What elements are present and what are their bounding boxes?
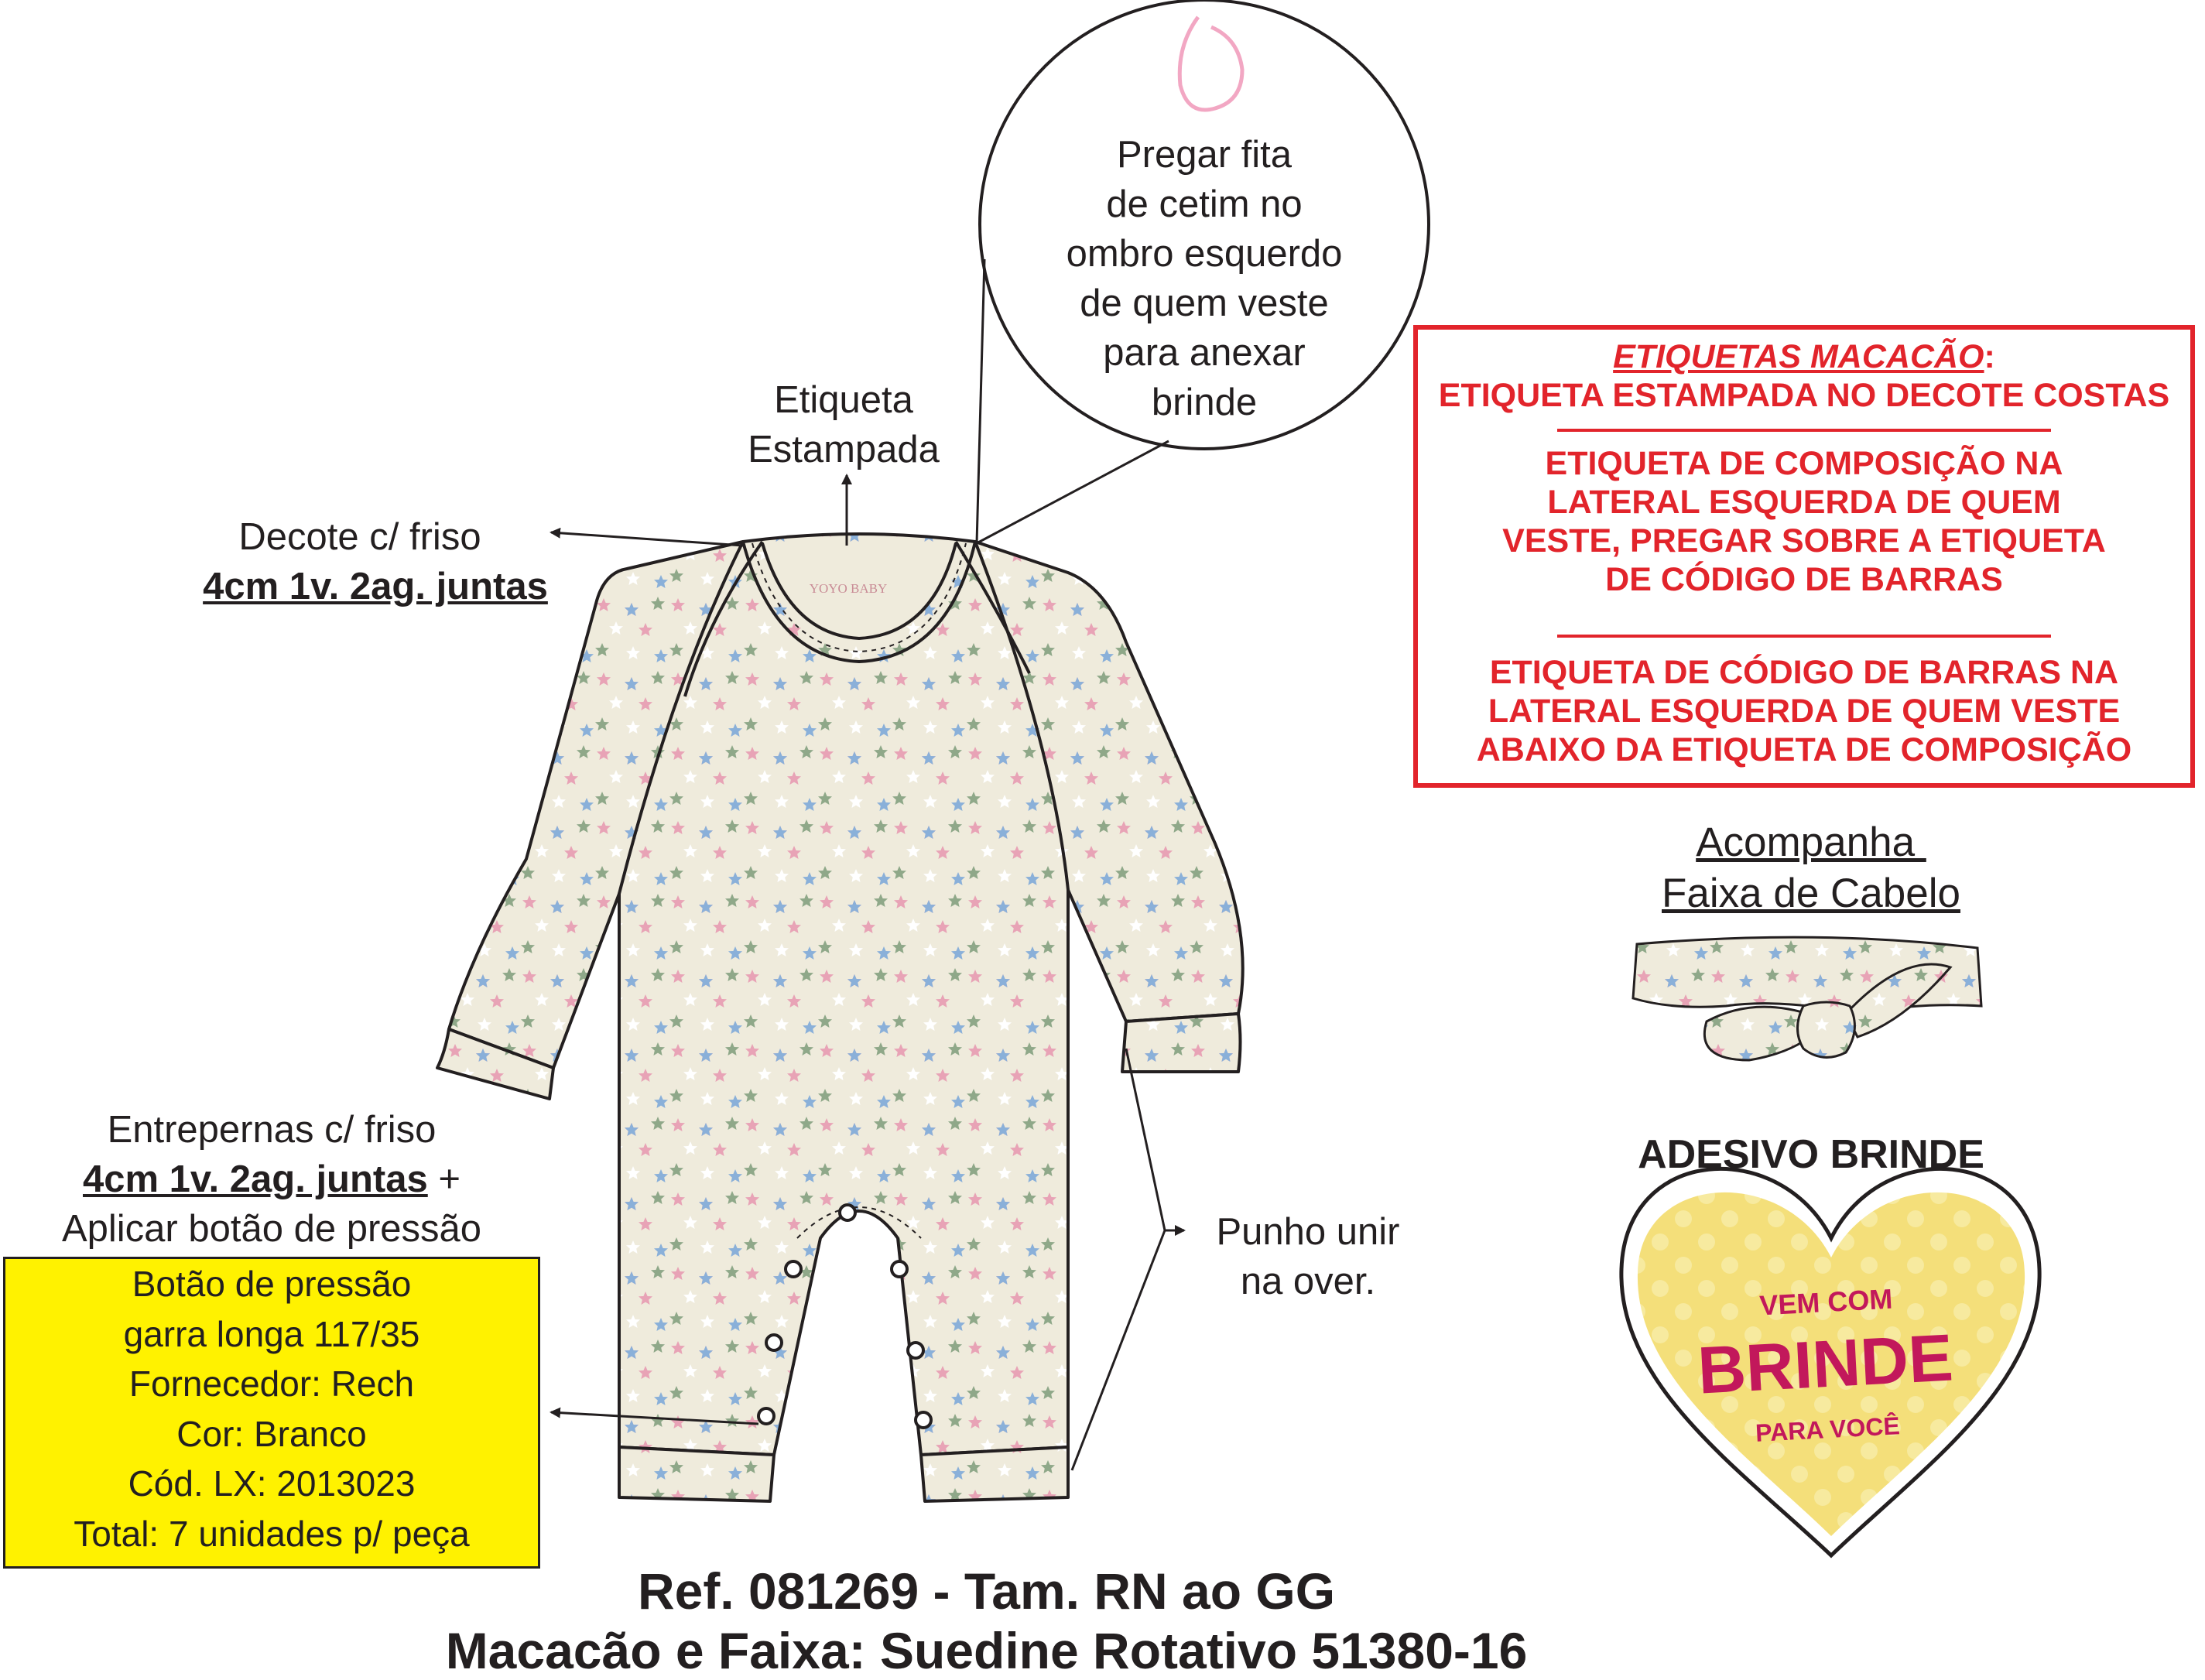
etiqueta-label: [697, 375, 991, 474]
button-spec-line: Cód. LX: 2013023: [128, 1463, 416, 1504]
etiquetas-divider: [1557, 635, 2051, 638]
etiquetas-block2-line: VESTE, PREGAR SOBRE A ETIQUETA: [1502, 522, 2106, 559]
entrepernas-line1: Entrepernas c/ friso: [107, 1109, 437, 1151]
snap-button: [766, 1335, 782, 1350]
button-spec-line: Cor: Branco: [176, 1413, 367, 1454]
etiquetas-title-text: ETIQUETAS MACACÃO: [1613, 338, 1984, 375]
etiquetas-block2-line: ETIQUETA DE COMPOSIÇÃO NA: [1545, 445, 2063, 482]
neck-label-print: YOYO BABY: [809, 581, 888, 596]
etiquetas-line1: ETIQUETA ESTAMPADA NO DECOTE COSTAS: [1438, 377, 2170, 414]
romper-body: [619, 534, 1068, 1455]
entrepernas-label: [3, 1105, 540, 1254]
etiquetas-title: [1418, 337, 2190, 376]
circle-note-line: ombro esquerdo: [1066, 233, 1343, 275]
sticker-text-top: VEM COM: [1758, 1282, 1894, 1322]
etiquetas-divider: [1557, 429, 2051, 432]
snap-button: [758, 1408, 774, 1424]
acompanha-line: Acompanha: [1696, 819, 1926, 865]
snap-button: [916, 1412, 931, 1428]
etiquetas-block3-line: LATERAL ESQUERDA DE QUEM VESTE: [1488, 693, 2121, 730]
snap-button: [840, 1205, 855, 1220]
entrepernas-line3: Aplicar botão de pressão: [61, 1208, 482, 1250]
adesivo-title: ADESIVO BRINDE: [1638, 1132, 1984, 1177]
button-spec-line: garra longa 117/35: [123, 1313, 420, 1354]
circle-note-line: de cetim no: [1106, 183, 1303, 225]
headband-drawing: [1633, 937, 1981, 1060]
etiquetas-block2-line: DE CÓDIGO DE BARRAS: [1605, 561, 2003, 598]
footer-ref: Ref. 081269 - Tam. RN ao GG: [637, 1562, 1336, 1620]
romper-drawing: [437, 534, 1243, 1501]
circle-note-line: de quem veste: [1080, 282, 1329, 324]
button-spec-line: Total: 7 unidades p/ peça: [74, 1513, 470, 1554]
right-leg-cuff: [921, 1447, 1068, 1501]
snap-button: [908, 1343, 923, 1358]
punho-line: Punho unir: [1216, 1211, 1400, 1253]
sticker-text-big: BRINDE: [1696, 1320, 1955, 1408]
button-spec-line: Fornecedor: Rech: [128, 1364, 415, 1404]
circle-note-line: brinde: [1151, 382, 1258, 423]
button-spec-box: [3, 1257, 540, 1569]
circle-note-line: Pregar fita: [1116, 134, 1293, 176]
etiquetas-box: [1413, 325, 2195, 788]
decote-label: [139, 512, 580, 611]
acompanha-label: [1594, 817, 2028, 919]
button-spec-line: Botão de pressão: [132, 1264, 412, 1304]
punho-line: na over.: [1240, 1261, 1376, 1302]
etiquetas-block2-line: LATERAL ESQUERDA DE QUEM: [1547, 484, 2061, 521]
entrepernas-line2: [3, 1155, 540, 1204]
etiquetas-title-colon: :: [1984, 338, 1995, 375]
footer-material: Macacão e Faixa: Suedine Rotativo 51380-16: [445, 1622, 1528, 1679]
etiqueta-label-line: Etiqueta: [774, 379, 913, 421]
etiquetas-block3-line: ETIQUETA DE CÓDIGO DE BARRAS NA: [1489, 654, 2119, 691]
entrepernas-line2-plus: +: [427, 1158, 461, 1200]
snap-button: [786, 1261, 801, 1277]
acompanha-line: Faixa de Cabelo: [1662, 871, 1960, 916]
punho-label: [1188, 1207, 1428, 1306]
etiquetas-block2: [1418, 444, 2190, 599]
headband-knot: [1798, 1002, 1855, 1057]
etiquetas-block3-line: ABAIXO DA ETIQUETA DE COMPOSIÇÃO: [1476, 731, 2132, 768]
right-cuff: [1122, 1014, 1241, 1072]
etiquetas-block3: [1418, 653, 2190, 769]
snap-button: [892, 1261, 907, 1277]
circle-note-line: para anexar: [1103, 332, 1306, 374]
punho-leader-lower: [1072, 1230, 1165, 1470]
entrepernas-line2-bold: 4cm 1v. 2ag. juntas: [83, 1158, 428, 1200]
left-leg-cuff: [619, 1447, 774, 1501]
punho-leader-upper: [1126, 1049, 1165, 1230]
decote-line2: 4cm 1v. 2ag. juntas: [203, 566, 548, 607]
circle-note: [1049, 130, 1359, 427]
sticker-text-bottom: PARA VOCÊ: [1755, 1411, 1901, 1447]
etiqueta-label-line: Estampada: [748, 429, 940, 470]
decote-line1: Decote c/ friso: [238, 516, 481, 558]
circle-leader-right: [977, 441, 1169, 543]
